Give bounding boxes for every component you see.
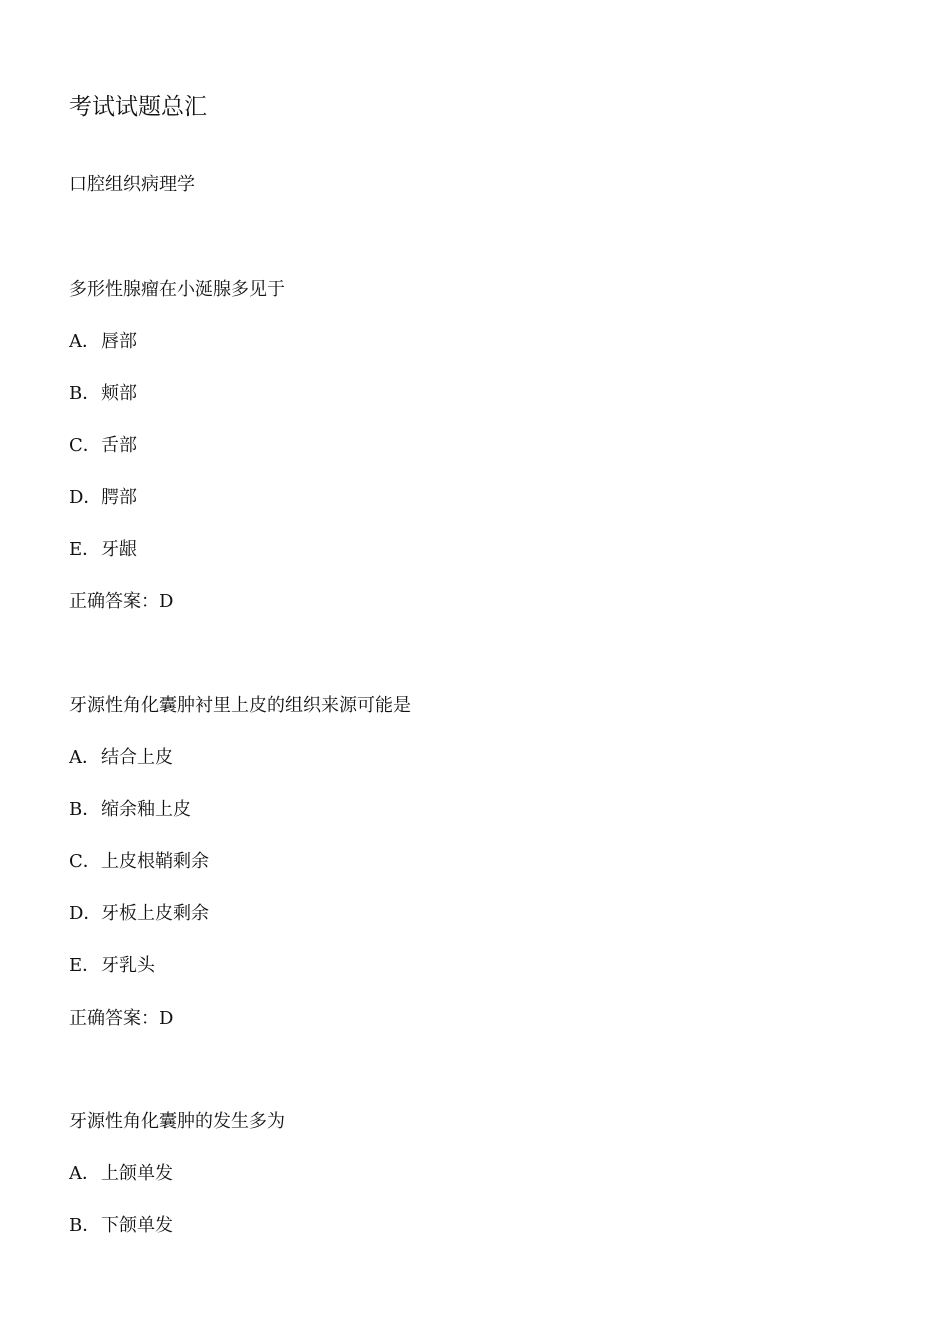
option-text: 上皮根鞘剩余: [101, 851, 209, 872]
option-letter: D．: [69, 487, 102, 508]
option-a: [69, 749, 173, 767]
option-letter: A．: [69, 747, 100, 768]
option-text: 舌部: [101, 435, 137, 456]
option-letter: B．: [69, 383, 101, 404]
option-letter: D．: [69, 903, 102, 924]
option-c: [69, 853, 209, 871]
option-letter: B．: [69, 1215, 101, 1236]
option-text: 缩余釉上皮: [101, 799, 191, 820]
option-text: 上颌单发: [101, 1163, 173, 1184]
option-e: [69, 957, 155, 975]
option-letter: A．: [69, 331, 100, 352]
option-letter: C．: [69, 435, 101, 456]
option-text: 牙乳头: [101, 955, 155, 976]
document-title: 考试试题总汇: [69, 94, 207, 120]
option-text: 牙板上皮剩余: [101, 903, 209, 924]
option-e: [69, 541, 137, 559]
option-b: [69, 801, 191, 819]
option-c: [69, 437, 137, 455]
option-text: 颊部: [101, 383, 137, 404]
subject-heading: 口腔组织病理学: [69, 174, 195, 195]
option-letter: B．: [69, 799, 101, 820]
option-text: 牙龈: [101, 539, 137, 560]
option-letter: C．: [69, 851, 101, 872]
option-text: 结合上皮: [101, 747, 173, 768]
option-b: [69, 385, 137, 403]
correct-answer: 正确答案：D: [69, 1008, 174, 1029]
correct-answer: 正确答案：D: [69, 591, 174, 612]
question-stem: 牙源性角化囊肿的发生多为: [69, 1111, 285, 1132]
option-letter: E．: [69, 955, 101, 976]
question-stem: 牙源性角化囊肿衬里上皮的组织来源可能是: [69, 695, 411, 716]
option-b: [69, 1217, 173, 1235]
option-text: 腭部: [101, 487, 137, 508]
option-a: [69, 1165, 173, 1183]
option-letter: E．: [69, 539, 101, 560]
option-text: 唇部: [101, 331, 137, 352]
option-a: [69, 333, 137, 351]
option-d: [69, 905, 209, 923]
option-d: [69, 489, 137, 507]
question-stem: 多形性腺瘤在小涎腺多见于: [69, 279, 285, 300]
option-text: 下颌单发: [101, 1215, 173, 1236]
option-letter: A．: [69, 1163, 100, 1184]
